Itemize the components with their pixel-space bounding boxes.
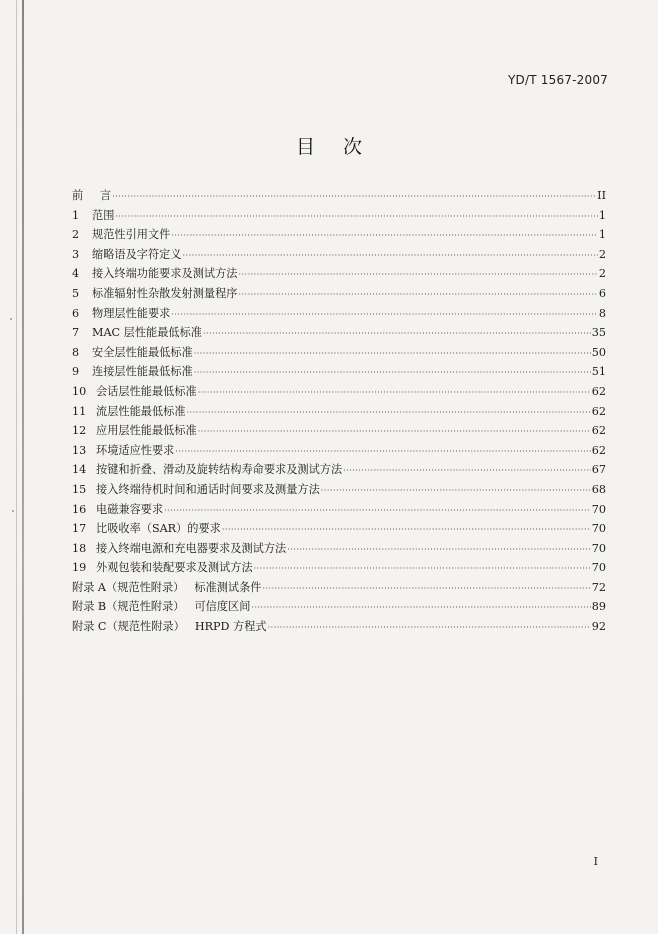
toc-entry-title: 言 — [100, 189, 112, 202]
toc-entry-page: 68 — [591, 482, 606, 496]
toc-entry[interactable] — [72, 343, 606, 363]
toc-leader-dots — [262, 578, 590, 599]
toc-leader-dots — [115, 206, 597, 227]
toc-leader-dots — [194, 343, 591, 364]
toc-leader-dots — [175, 441, 590, 462]
toc-entry-number: 9 — [72, 365, 80, 379]
toc-leader-dots — [198, 421, 591, 442]
toc-leader-dots — [251, 597, 590, 618]
toc-entry-page: 51 — [591, 365, 606, 379]
toc-entry[interactable] — [72, 500, 606, 520]
toc-entry-number: 19 — [72, 561, 87, 575]
toc-leader-dots — [112, 186, 596, 207]
toc-entry-page: 62 — [591, 424, 606, 438]
scan-speck — [10, 318, 12, 320]
toc-entry-title: 环境适应性要求 — [96, 443, 175, 457]
toc-entry-title: MAC 层性能最低标准 — [92, 326, 202, 340]
toc-entry[interactable] — [72, 323, 606, 343]
toc-entry-number: 17 — [72, 522, 87, 536]
toc-entry-number: 7 — [72, 326, 80, 340]
toc-leader-dots — [254, 558, 591, 579]
toc-entry-title: 安全层性能最低标准 — [92, 345, 193, 359]
page-title: 目次 — [295, 136, 390, 158]
toc-entry[interactable] — [72, 186, 606, 206]
toc-entry-title: 标准测试条件 — [194, 580, 262, 594]
toc-entry-number: 18 — [72, 541, 87, 555]
toc-entry-page: 89 — [591, 600, 606, 614]
toc-entry-title: 接入终端待机时间和通话时间要求及测量方法 — [96, 482, 320, 496]
toc-leader-dots — [171, 225, 598, 246]
table-of-contents — [72, 186, 606, 637]
toc-leader-dots — [187, 402, 591, 423]
document-code: YD/T 1567-2007 — [508, 73, 608, 87]
toc-entry-number: 5 — [72, 286, 80, 300]
toc-entry-number: 8 — [72, 345, 80, 359]
toc-entry[interactable] — [72, 539, 606, 559]
toc-entry-title: 会话层性能最低标准 — [96, 384, 197, 398]
toc-leader-dots — [268, 617, 591, 638]
toc-entry-title: 外观包装和装配要求及测试方法 — [96, 561, 253, 575]
toc-entry-page: 62 — [591, 404, 606, 418]
toc-entry-title: 比吸收率（SAR）的要求 — [96, 522, 221, 536]
toc-entry-title: 标准辐射性杂散发射测量程序 — [92, 286, 238, 300]
toc-entry-page: 2 — [598, 267, 606, 281]
toc-entry-title: 缩略语及字符定义 — [92, 247, 182, 261]
toc-entry-title: 接入终端电源和充电器要求及测试方法 — [96, 541, 287, 555]
toc-leader-dots — [222, 519, 591, 540]
toc-entry-page: 70 — [591, 502, 606, 516]
toc-entry-page: 72 — [591, 580, 606, 594]
toc-leader-dots — [194, 362, 591, 383]
toc-entry[interactable] — [72, 225, 606, 245]
toc-entry-title: 应用层性能最低标准 — [96, 424, 197, 438]
toc-entry-number: 16 — [72, 502, 87, 516]
toc-leader-dots — [171, 304, 598, 325]
toc-entry-number: 附录 A（规范性附录） — [72, 580, 185, 594]
toc-leader-dots — [287, 539, 591, 560]
toc-entry-title: 按键和折叠、滑动及旋转结构寿命要求及测试方法 — [96, 463, 343, 477]
toc-entry[interactable] — [72, 519, 606, 539]
toc-entry[interactable] — [72, 597, 606, 617]
toc-entry-page: 35 — [591, 326, 606, 340]
toc-entry-number: 14 — [72, 463, 87, 477]
toc-entry[interactable] — [72, 402, 606, 422]
toc-entry-page: 6 — [598, 286, 606, 300]
toc-entry-title: 规范性引用文件 — [92, 228, 171, 242]
toc-entry[interactable] — [72, 264, 606, 284]
toc-entry[interactable] — [72, 362, 606, 382]
toc-entry[interactable] — [72, 245, 606, 265]
toc-entry-page: II — [597, 189, 606, 202]
toc-entry-number: 15 — [72, 482, 87, 496]
toc-entry-number: 附录 C（规范性附录） — [72, 620, 185, 634]
toc-leader-dots — [164, 500, 591, 521]
toc-entry-page: 62 — [591, 443, 606, 457]
toc-entry-number: 11 — [72, 404, 87, 418]
toc-leader-dots — [238, 264, 597, 285]
scan-speck — [12, 510, 14, 512]
toc-entry-number: 附录 B（规范性附录） — [72, 600, 185, 614]
toc-leader-dots — [183, 245, 598, 266]
toc-entry[interactable] — [72, 480, 606, 500]
toc-entry[interactable] — [72, 578, 606, 598]
toc-leader-dots — [343, 460, 591, 481]
page-number: I — [593, 855, 598, 868]
toc-entry-number: 6 — [72, 306, 80, 320]
toc-entry-title: 电磁兼容要求 — [96, 502, 164, 516]
toc-entry-title: 连接层性能最低标准 — [92, 365, 193, 379]
toc-entry-page: 8 — [598, 306, 606, 320]
toc-entry-page: 50 — [591, 345, 606, 359]
toc-entry[interactable] — [72, 206, 606, 226]
toc-entry-title: 流层性能最低标准 — [96, 404, 186, 418]
toc-entry-title: 物理层性能要求 — [92, 306, 171, 320]
toc-entry-number: 1 — [72, 208, 80, 222]
toc-entry-title: 范围 — [92, 208, 115, 222]
toc-entry-number: 13 — [72, 443, 87, 457]
toc-leader-dots — [203, 323, 591, 344]
toc-entry-page: 62 — [591, 384, 606, 398]
toc-entry-page: 70 — [591, 561, 606, 575]
toc-entry-number: 2 — [72, 228, 80, 242]
toc-entry[interactable] — [72, 460, 606, 480]
toc-entry-number: 前 — [72, 189, 84, 202]
toc-entry-title: HRPD 方程式 — [194, 620, 267, 634]
toc-entry-page: 67 — [591, 463, 606, 477]
toc-leader-dots — [321, 480, 591, 501]
toc-entry[interactable] — [72, 558, 606, 578]
toc-entry[interactable] — [72, 284, 606, 304]
toc-entry[interactable] — [72, 304, 606, 324]
toc-entry-page: 70 — [591, 522, 606, 536]
toc-entry-page: 1 — [598, 228, 606, 242]
toc-entry-number: 3 — [72, 247, 80, 261]
toc-entry-number: 12 — [72, 424, 87, 438]
toc-entry-title: 可信度区间 — [194, 600, 251, 614]
toc-entry-number: 10 — [72, 384, 87, 398]
toc-entry-page: 70 — [591, 541, 606, 555]
toc-entry[interactable] — [72, 382, 606, 402]
toc-entry[interactable] — [72, 421, 606, 441]
toc-entry-page: 2 — [598, 247, 606, 261]
toc-entry-page: 92 — [591, 620, 606, 634]
toc-entry-number: 4 — [72, 267, 80, 281]
toc-entry[interactable] — [72, 441, 606, 461]
toc-leader-dots — [198, 382, 591, 403]
toc-leader-dots — [238, 284, 597, 305]
toc-entry-page: 1 — [598, 208, 606, 222]
toc-entry[interactable] — [72, 617, 606, 637]
toc-entry-title: 接入终端功能要求及测试方法 — [92, 267, 238, 281]
